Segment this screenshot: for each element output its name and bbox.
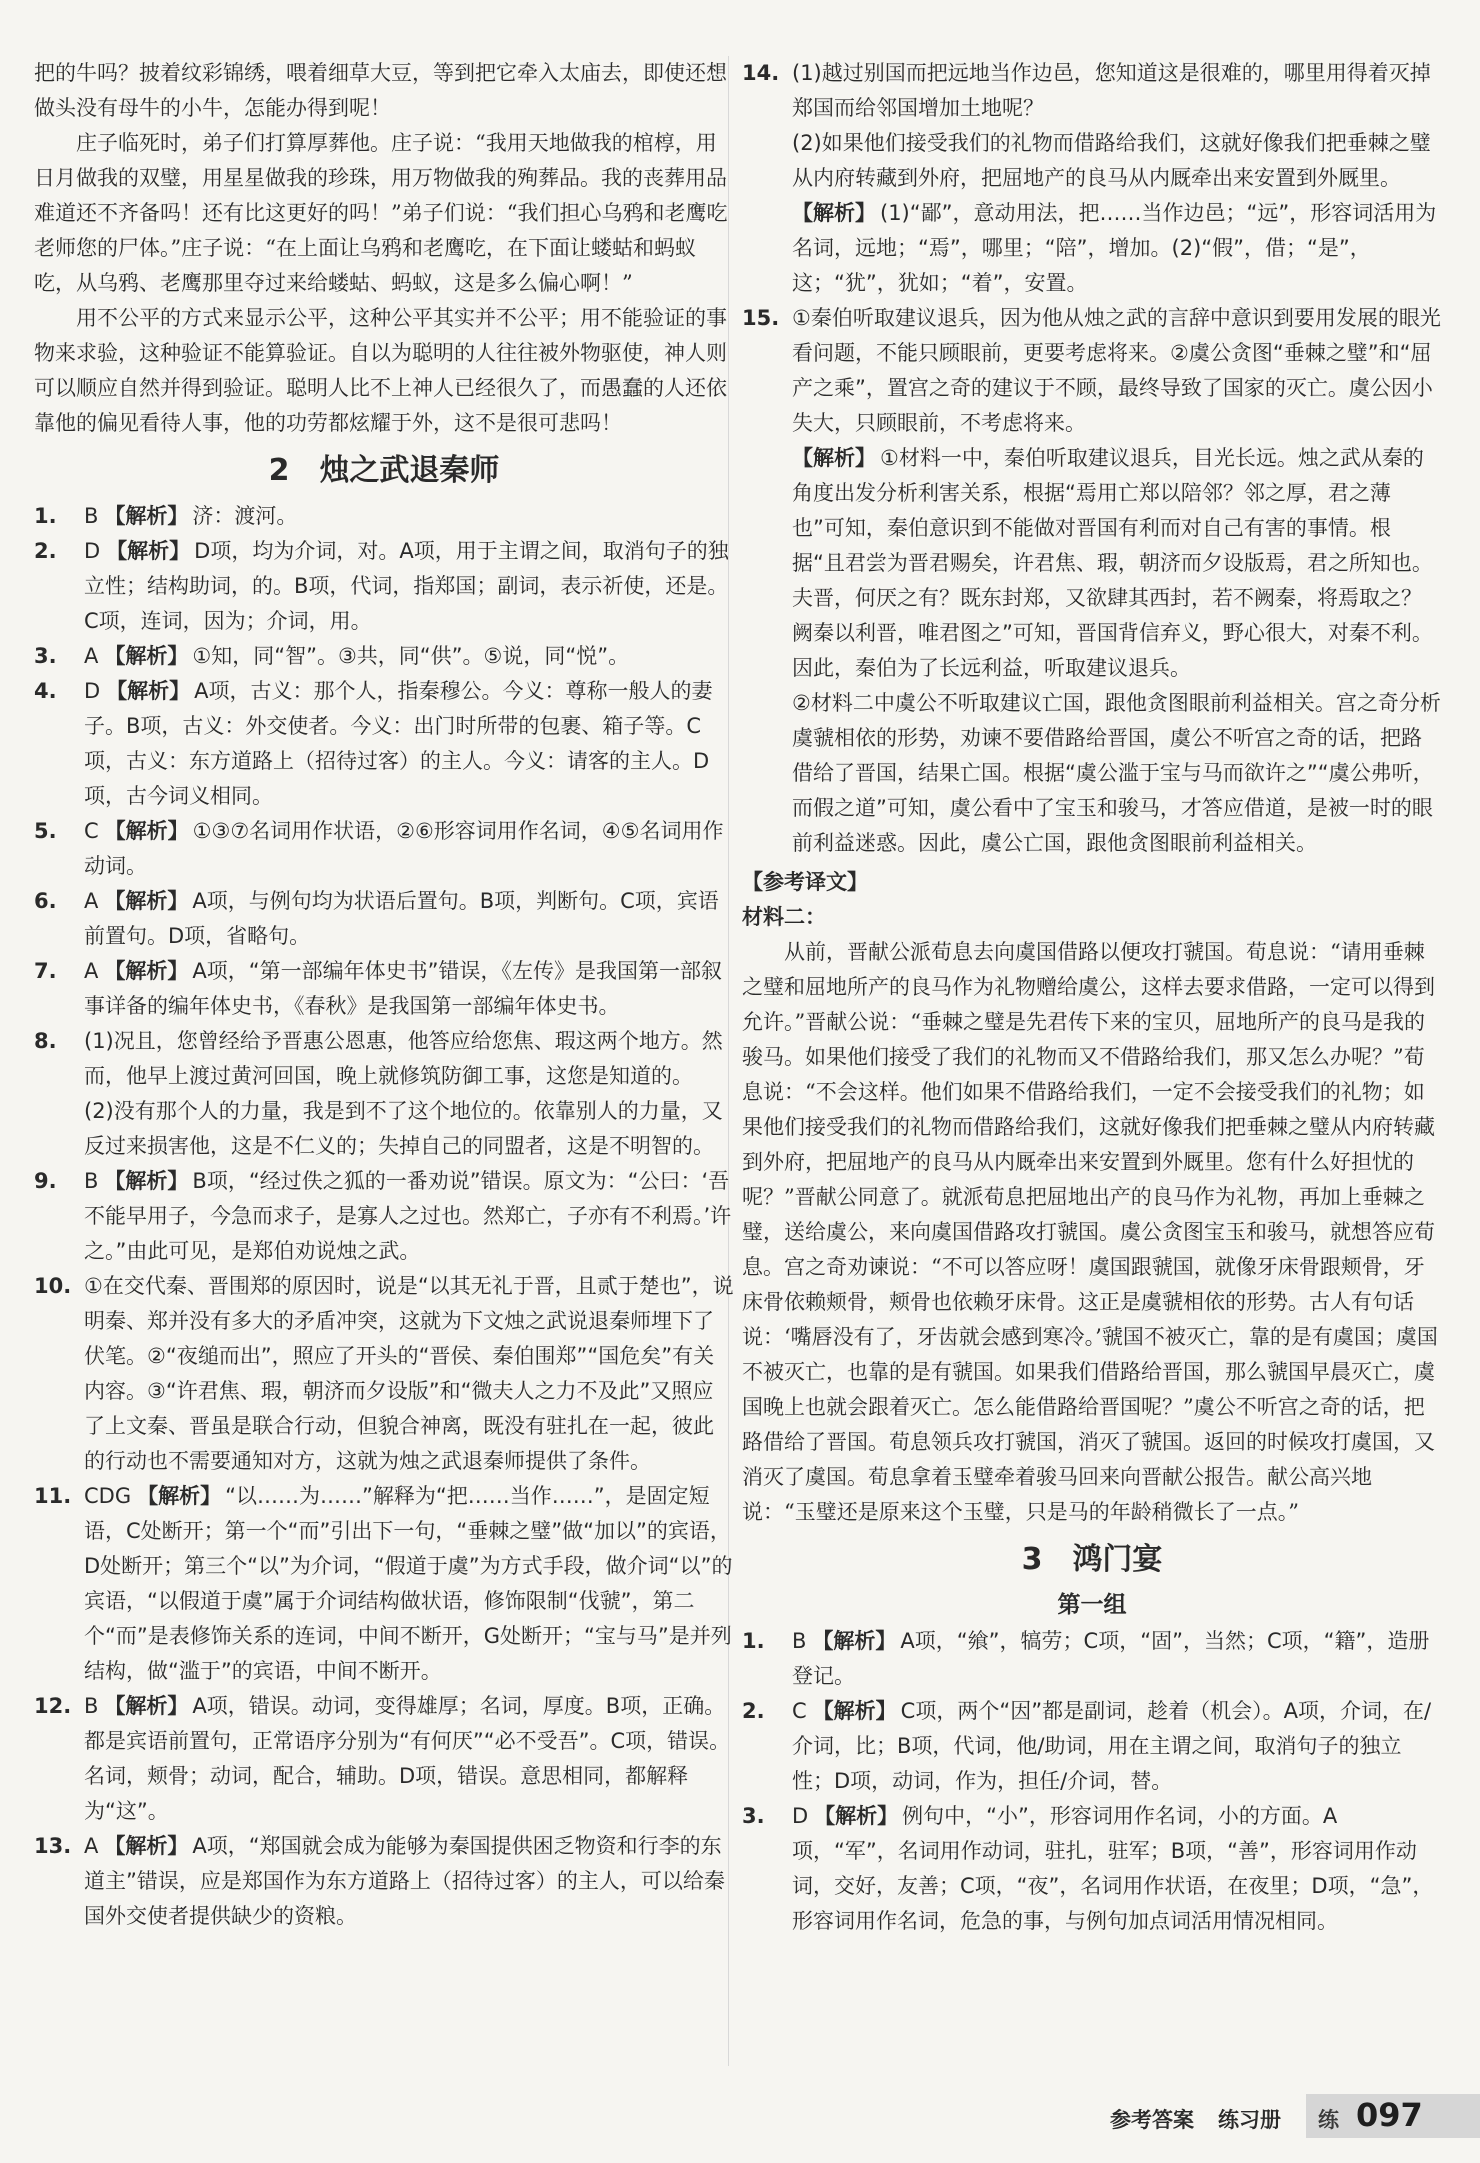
item-number: 1. (742, 1629, 765, 1653)
section-heading-3 (742, 1540, 1442, 1580)
section-number: 3 (1021, 1542, 1043, 1577)
item-number: 1. (34, 504, 57, 528)
section-title: 鸿门宴 (1072, 1542, 1163, 1577)
item-body (84, 1829, 734, 1934)
item-text-continued: (2)如果他们接受我们的礼物而借路给我们，这就好像我们把垂棘之璧从内府转藏到外府，把屈地产的良马从内厩牵出来安置到外厩里。 (792, 131, 1431, 190)
item-text: (1)况且，您曾经给予晋惠公恩惠，他答应给您焦、瑕这两个地方。然而，他早上渡过黄河回国，晚上就修筑防御工事，这您是知道的。 (84, 1029, 723, 1088)
answer-choice: C (792, 1699, 807, 1723)
answer-item (34, 674, 734, 814)
answer-item (742, 301, 1442, 861)
item-body (792, 56, 1442, 301)
answer-choice: A (84, 959, 99, 983)
item-body (792, 1624, 1442, 1694)
answer-choice: B (84, 1169, 99, 1193)
analysis-tag: 【解析】 (104, 819, 189, 843)
answer-item (34, 814, 734, 884)
item-body (84, 534, 734, 639)
translation-text: 从前，晋献公派荀息去向虞国借路以便攻打虢国。荀息说：“请用垂棘之璧和屈地所产的良马作为礼物赠给虞公，这样去要求借路，一定可以得到允许。”晋献公说：“垂棘之璧是先君传下来的宝贝，屈地所产的良马是我的骏马。如果他们接受了我们的礼物而又不借路给我们，那又怎么办呢？”荀息说：“不会这样。他们如果不借路给我们，一定不会接受我们的礼物；如果他们接受我们的礼物而借路给我们，这就好像我们把垂棘之璧从内府转藏到外府，把屈地产的良马从内厩牵出来安置到外厩里。您有什么好担忧的呢？”晋献公同意了。就派荀息把屈地出产的良马作为礼物，再加上垂棘之璧，送给虞公，来向虞国借路攻打虢国。虞公贪图宝玉和骏马，就想答应荀息。宫之奇劝谏说：“不可以答应呀！虞国跟虢国，就像牙床骨跟颊骨，牙床骨依赖颊骨，颊骨也依赖牙床骨。这正是虞虢相依的形势。古人有句话说：‘嘴唇没有了，牙齿就会感到寒冷。’虢国不被灭亡，靠的是有虞国；虞国不被灭亡，也靠的是有虢国。如果我们借路给晋国，那么虢国早晨灭亡，虞国晚上也就会跟着灭亡。怎么能借路给晋国呢？”虞公不听宫之奇的话，把路借给了晋国。荀息领兵攻打虢国，消灭了虢国。返回的时候攻打虞国，又消灭了虞国。荀息拿着玉璧牵着骏马回来向晋献公报告。献公高兴地说：“玉璧还是原来这个玉璧，只是马的年龄稍微长了一点。” (742, 940, 1438, 1524)
reference-translation-label: 【参考译文】 (742, 870, 868, 894)
intro-paragraph-1: 把的牛吗？披着纹彩锦绣，喂着细草大豆，等到把它牵入太庙去，即使还想做头没有母牛的小牛，怎能办得到呢！ (34, 61, 727, 120)
item-number: 15. (742, 306, 780, 330)
footer-reference-answer: 参考答案 (1110, 2108, 1194, 2132)
item-number: 13. (34, 1834, 72, 1858)
item-number: 12. (34, 1694, 72, 1718)
analysis-tag: 【解析】 (104, 644, 189, 668)
page-footer (0, 2092, 1480, 2142)
item-body (84, 674, 734, 814)
intro-paragraph-2: 庄子临死时，弟子们打算厚葬他。庄子说：“我用天地做我的棺椁，用日月做我的双璧，用星星做我的珍珠，用万物做我的殉葬品。我的丧葬用品难道还不齐备吗！还有比这更好的吗！”弟子们说：“我们担心乌鸦和老鹰吃老师您的尸体。”庄子说：“在上面让乌鸦和老鹰吃，在下面让蝼蛄和蚂蚁吃，从乌鸦、老鹰那里夺过来给蝼蛄、蚂蚁，这是多么偏心啊！” (34, 131, 728, 295)
item-number: 5. (34, 819, 57, 843)
item-text-continued: (2)没有那个人的力量，我是到不了这个地位的。依靠别人的力量，又反过来损害他，这是不仁义的；失掉自己的同盟者，这是不明智的。 (84, 1099, 723, 1158)
analysis-tag: 【解析】 (104, 1694, 189, 1718)
answer-item (742, 56, 1442, 301)
item-text: 例句中，“小”，形容词用作名词，小的方面。A项，“军”，名词用作动词，驻扎，驻军；B项，“善”，形容词用作动词，交好，友善；C项，“夜”，名词用作状语，在夜里；D项，“急”，形容词用作名词，危急的事，与例句加点词活用情况相同。 (792, 1804, 1434, 1933)
item-text: “以……为……”解释为“把……当作……”，是固定短语，C处断开；第一个“而”引出下一句，“垂棘之璧”做“加以”的宾语，D处断开；第三个“以”为介词，“假道于虞”为方式手段，做介词“以”的宾语，“以假道于虞”属于介词结构做状语，修饰限制“伐虢”，第二个“而”是表修饰关系的连词，中间不断开，G处断开；“宝与马”是并列结构，做“滥于”的宾语，中间不断开。 (84, 1484, 733, 1683)
answer-list-right (742, 56, 1442, 861)
analysis-tag: 【解析】 (812, 1699, 897, 1723)
page-prefix: 练 (1318, 2108, 1339, 2132)
answer-item (34, 954, 734, 1024)
section-heading-2 (34, 451, 734, 491)
item-body (792, 1694, 1442, 1799)
item-number: 2. (742, 1699, 765, 1723)
item-body (792, 1799, 1442, 1939)
item-number: 3. (34, 644, 57, 668)
answer-item (34, 1689, 734, 1829)
answer-item (34, 884, 734, 954)
answer-choice: CDG (84, 1484, 132, 1508)
subsection-title: 第一组 (1057, 1592, 1127, 1618)
item-body (84, 814, 734, 884)
analysis-tag: 【解析】 (104, 1834, 189, 1858)
answer-choice: B (84, 1694, 99, 1718)
answer-item (34, 1024, 734, 1164)
item-body (84, 499, 734, 534)
item-number: 6. (34, 889, 57, 913)
item-body (84, 954, 734, 1024)
answer-item (34, 1479, 734, 1689)
answer-item (34, 639, 734, 674)
analysis-tag: 【解析】 (106, 539, 191, 563)
item-number: 10. (34, 1274, 72, 1298)
material-label: 材料二： (742, 905, 826, 929)
analysis-tag: 【解析】 (792, 446, 876, 470)
analysis-tag: 【解析】 (814, 1804, 899, 1828)
answer-item (34, 499, 734, 534)
analysis-tag: 【解析】 (106, 679, 191, 703)
item-body (84, 1164, 734, 1269)
item-text: A项，错误。动词，变得雄厚；名词，厚度。B项，正确。都是宾语前置句，正常语序分别为“有何厌”“必不受吾”。C项，错误。名词，颊骨；动词，配合，辅助。D项，错误。意思相同，都解释为“这”。 (84, 1694, 731, 1823)
section-title: 烛之武退秦师 (319, 453, 500, 488)
analysis-tag: 【解析】 (104, 889, 189, 913)
analysis-tag: 【解析】 (812, 1629, 897, 1653)
answer-choice: D (84, 679, 101, 703)
item-body (84, 639, 734, 674)
item-text: B项，“经过佚之狐的一番劝说”错误。原文为：“公曰：‘吾不能早用子，今急而求子，是寡人之过也。然郑亡，子亦有不利焉。’许之。”由此可见，是郑伯劝说烛之武。 (84, 1169, 732, 1263)
answer-choice: A (84, 889, 99, 913)
analysis-tag: 【解析】 (104, 1169, 189, 1193)
item-text: A项，“飨”，犒劳；C项，“固”，当然；C项，“籍”，造册登记。 (792, 1629, 1430, 1688)
answer-choice: A (84, 1834, 99, 1858)
item-text: (1)越过别国而把远地当作边邑，您知道这是很难的，哪里用得着灭掉郑国而给邻国增加土地呢？ (792, 61, 1431, 120)
analysis-tag: 【解析】 (792, 201, 876, 225)
item-body (84, 1689, 734, 1829)
analysis-tag: 【解析】 (104, 959, 189, 983)
analysis-tag: 【解析】 (137, 1484, 222, 1508)
intro-paragraph-3: 用不公平的方式来显示公平，这种公平其实并不公平；用不能验证的事物来求验，这种验证不能算验证。自以为聪明的人往往被外物驱使，神人则可以顺应自然并得到验证。聪明人比不上神人已经很久了，而愚蠢的人还依靠他的偏见看待人事，他的功劳都炫耀于外，这不是很可悲吗！ (34, 306, 727, 435)
answer-item (742, 1694, 1442, 1799)
item-text: 济：渡河。 (192, 504, 298, 528)
answer-item (34, 534, 734, 639)
answer-list-right-2 (742, 1624, 1442, 1939)
item-number: 11. (34, 1484, 72, 1508)
item-number: 9. (34, 1169, 57, 1193)
item-text: ①秦伯听取建议退兵，因为他从烛之武的言辞中意识到要用发展的眼光看问题，不能只顾眼前，更要考虑将来。②虞公贪图“垂棘之璧”和“屈产之乘”，置宫之奇的建议于不顾，最终导致了国家的灭亡。虞公因小失大，只顾眼前，不考虑将来。 (792, 306, 1441, 435)
answer-choice: D (84, 539, 101, 563)
item-text: ①③⑦名词用作状语，②⑥形容词用作名词，④⑤名词用作动词。 (84, 819, 724, 878)
answer-item (742, 1624, 1442, 1694)
item-number: 8. (34, 1029, 57, 1053)
item-text: A项，古义：那个人，指秦穆公。今义：尊称一般人的妻子。B项，古义：外交使者。今义：出门时所带的包裹、箱子等。C项，古义：东方道路上（招待过客）的主人。今义：请客的主人。D项，古今词义相同。 (84, 679, 713, 808)
section-number: 2 (268, 453, 290, 488)
item-text: A项，“郑国就会成为能够为秦国提供困乏物资和行李的东道主”错误，应是郑国作为东方道路上（招待过客）的主人，可以给秦国外交使者提供缺少的资粮。 (84, 1834, 725, 1928)
answer-item (34, 1829, 734, 1934)
item-body (84, 884, 734, 954)
item-text: C项，两个“因”都是副词，趁着（机会）。A项，介词，在/介词，比；B项，代词，他/助词，用在主谓之间，取消句子的独立性；D项，动词，作为，担任/介词，替。 (792, 1699, 1432, 1793)
item-number: 14. (742, 61, 780, 85)
left-column (34, 56, 734, 2066)
page-number: 097 (1356, 2096, 1423, 2134)
item-body (84, 1479, 734, 1689)
answer-choice: D (792, 1804, 809, 1828)
footer-workbook: 练习册 (1218, 2108, 1281, 2132)
item-text: A项，与例句均为状语后置句。B项，判断句。C项，宾语前置句。D项，省略句。 (84, 889, 719, 948)
item-number: 4. (34, 679, 57, 703)
item-number: 7. (34, 959, 57, 983)
item-body (84, 1269, 734, 1479)
answer-choice: A (84, 644, 99, 668)
item-body (792, 301, 1442, 861)
analysis-tag: 【解析】 (104, 504, 189, 528)
answer-choice: B (84, 504, 99, 528)
analysis-text: (1)“鄙”，意动用法，把……当作边邑；“远”，形容词活用为名词，远地；“焉”，哪里；“陪”，增加。(2)“假”，借；“是”，这；“犹”，犹如；“着”，安置。 (792, 201, 1437, 295)
right-column (742, 56, 1442, 2076)
item-body (84, 1024, 734, 1164)
answer-item (34, 1164, 734, 1269)
item-text: ①在交代秦、晋围郑的原因时，说是“以其无礼于晋，且贰于楚也”，说明秦、郑并没有多大的矛盾冲突，这就为下文烛之武说退秦师埋下了伏笔。②“夜缒而出”，照应了开头的“晋侯、秦伯围郑”“国危矣”有关内容。③“许君焦、瑕，朝济而夕设版”和“微夫人之力不及此”又照应了上文秦、晋虽是联合行动，但貌合神离，既没有驻扎在一起，彼此的行动也不需要通知对方，这就为烛之武退秦师提供了条件。 (84, 1274, 734, 1473)
item-number: 3. (742, 1804, 765, 1828)
answer-choice: B (792, 1629, 807, 1653)
item-text: ①知，同“智”。③共，同“供”。⑤说，同“悦”。 (192, 644, 630, 668)
answer-choice: C (84, 819, 99, 843)
item-number: 2. (34, 539, 57, 563)
item-text: D项，均为介词，对。A项，用于主谓之间，取消句子的独立性；结构助词，的。B项，代词，指郑国；副词，表示祈使，还是。C项，连词，因为；介词，用。 (84, 539, 729, 633)
answer-item (34, 1269, 734, 1479)
analysis-text-continued: ②材料二中虞公不听取建议亡国，跟他贪图眼前利益相关。宫之奇分析虞虢相依的形势，劝谏不要借路给晋国，虞公不听宫之奇的话，把路借给了晋国，结果亡国。根据“虞公滥于宝与马而欲许之”“虞公弗听，而假之道”可知，虞公看中了宝玉和骏马，才答应借道，是被一时的眼前利益迷惑。因此，虞公亡国，跟他贪图眼前利益相关。 (792, 691, 1441, 855)
item-text: A项，“第一部编年体史书”错误，《左传》是我国第一部叙事详备的编年体史书，《春秋》是我国第一部编年体史书。 (84, 959, 722, 1018)
answer-list-left (34, 499, 734, 1934)
analysis-text: ①材料一中，秦伯听取建议退兵，目光长远。烛之武从秦的角度出发分析利害关系，根据“焉用亡郑以陪邻？邻之厚，君之薄也”可知，秦伯意识到不能做对晋国有利而对自己有害的事情。根据“且君尝为晋君赐矣，许君焦、瑕，朝济而夕设版焉，君之所知也。夫晋，何厌之有？既东封郑，又欲肆其西封，若不阙秦，将焉取之？阙秦以利晋，唯君图之”可知，晋国背信弃义，野心很大，对秦不利。因此，秦伯为了长远利益，听取建议退兵。 (792, 446, 1433, 680)
answer-item (742, 1799, 1442, 1939)
